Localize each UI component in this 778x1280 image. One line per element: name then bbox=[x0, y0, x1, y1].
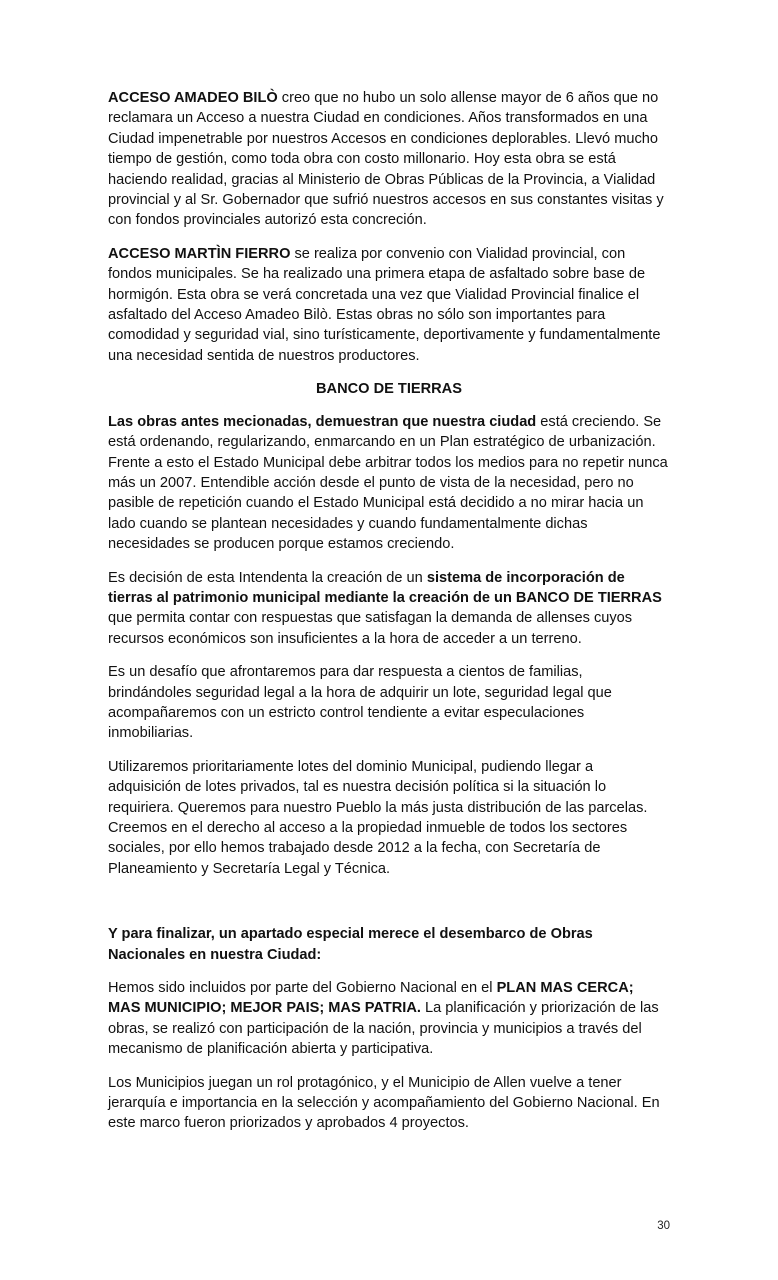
paragraph-text: se realiza por convenio con Vialidad provincial, con fondos municipales. Se ha realizado una primera etapa de asfaltado sobre base de hormigón. Esta obra se verá concretada una vez que Vialidad Provincial finalice el asfaltado del Acceso Amadeo Bilò. Estas obras no sólo son importantes para comodidad y seguridad vial, sino turísticamente, deportivamente y fundamentalmente una necesidad sentida de nuestros productores. bbox=[108, 245, 661, 364]
bold-lead: ACCESO AMADEO BILÒ bbox=[108, 90, 278, 106]
paragraph-text: Es decisión de esta Intendenta la creación de un bbox=[108, 569, 427, 586]
paragraph-plan-mas-cerca bbox=[108, 978, 670, 1060]
paragraph-obras-crecimiento bbox=[108, 412, 670, 555]
page-number: 30 bbox=[657, 1220, 670, 1232]
bold-lead: ACCESO MARTÌN FIERRO bbox=[108, 245, 291, 262]
paragraph-lotes bbox=[108, 757, 670, 879]
section-heading: BANCO DE TIERRAS bbox=[316, 381, 462, 398]
paragraph-text: que permita contar con respuestas que satisfagan la demanda de allenses cuyos recursos económicos son insuficientes a la hora de acceder a un terreno. bbox=[108, 610, 633, 647]
paragraph-text: Los Municipios juegan un rol protagónico, y el Municipio de Allen vuelve a tener jerarquía e importancia en la selección y acompañamiento del Gobierno Nacional. En este marco fueron priorizados y aprobados 4 proyectos. bbox=[108, 1074, 660, 1132]
paragraph-text: está creciendo. Se está ordenando, regularizando, enmarcando en un Plan estratégico de urbanización. Frente a esto el Estado Municipal debe arbitrar todos los medios para no repetir nunca más un 2007. Entendible acción desde el punto de vista de la necesidad, pero no pasible de repetición cuando el Estado Municipal está decidido a no mirar hacia un lado cuando se plantean necesidades y cuando fundamentalmente dichas necesidades se producen porque estamos creciendo. bbox=[108, 413, 668, 553]
paragraph-desafio bbox=[108, 662, 670, 744]
bold-lead: Las obras antes mecionadas, demuestran que nuestra ciudad bbox=[108, 413, 537, 430]
paragraph-text: Hemos sido incluidos por parte del Gobierno Nacional en el bbox=[108, 980, 497, 997]
bold-phrase: sistema de incorporación de tierras al patrimonio municipal mediante la creación de un BANCO DE TIERRAS bbox=[108, 569, 662, 606]
paragraph-acceso-amadeo-bilo bbox=[108, 88, 670, 231]
paragraph-obras-nacionales bbox=[108, 924, 670, 965]
paragraph-banco-de-tierras bbox=[108, 568, 670, 650]
paragraph-text: Es un desafío que afrontaremos para dar respuesta a cientos de familias, brindándoles seguridad legal a la hora de adquirir un lote, seguridad legal que acompañaremos con un estricto control tendiente a evitar especulaciones inmobiliarias. bbox=[108, 664, 612, 742]
paragraph-municipios bbox=[108, 1073, 670, 1134]
spacer bbox=[108, 892, 670, 924]
document-body bbox=[108, 88, 670, 1147]
paragraph-text: Utilizaremos prioritariamente lotes del dominio Municipal, pudiendo llegar a adquisición de lotes privados, tal es nuestra decisión política si la situación lo requiriera. Queremos para nuestro Pueblo la más justa distribución de las parcelas. Creemos en el derecho al acceso a la propiedad inmueble de todos los sectores sociales, por ello hemos trabajado desde 2012 a la fecha, con Secretaría de Planeamiento y Secretaría Legal y Técnica. bbox=[108, 758, 648, 877]
bold-lead: Y para finalizar, un apartado especial merece el desembarco de Obras Nacionales en nuestra Ciudad: bbox=[108, 926, 593, 963]
paragraph-text: La planificación y priorización de las obras, se realizó con participación de la nación, provincia y municipios a través del mecanismo de planificación abierta y participativa. bbox=[108, 1000, 659, 1058]
paragraph-acceso-martin-fierro bbox=[108, 244, 670, 366]
bold-phrase: PLAN MAS CERCA; MAS MUNICIPIO; MEJOR PAIS; MAS PATRIA. bbox=[108, 980, 634, 1017]
paragraph-text: creo que no hubo un solo allense mayor de 6 años que no reclamara un Acceso a nuestra Ciudad en condiciones. Años transformados en una Ciudad impenetrable por nuestros Accesos en condiciones deplorables. Llevó mucho tiempo de gestión, como toda obra con costo millonario. Hoy esta obra se está haciendo realidad, gracias al Ministerio de Obras Públicas de la Provincia, a Vialidad provincial y al Sr. Gobernador que sufrió nuestros accesos en sus constantes visitas y con fondos provinciales autorizó esta concreción. bbox=[108, 90, 664, 229]
